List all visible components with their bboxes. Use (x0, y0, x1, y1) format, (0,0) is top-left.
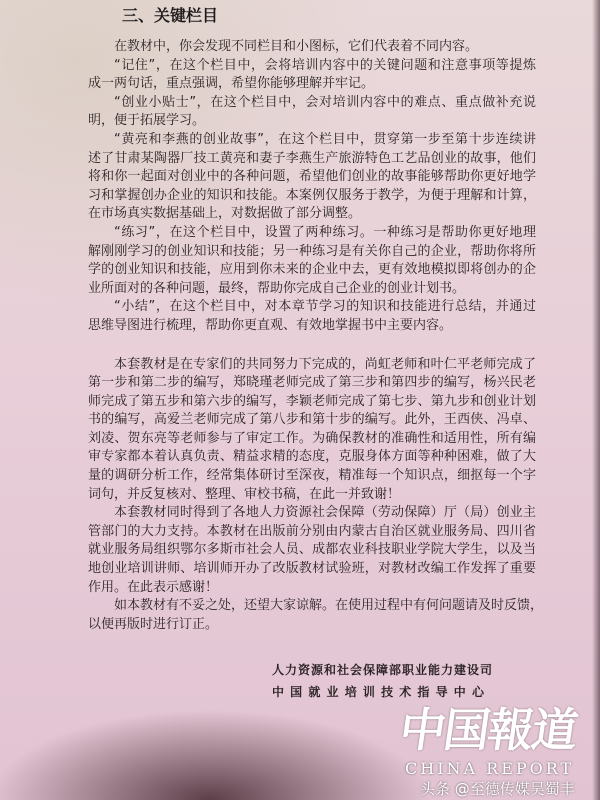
text-line: 书的编写，高爱兰老师完成了第八步和第十步的编写。此外，王西侠、冯卓、 (88, 412, 536, 428)
paragraph (88, 504, 536, 597)
text-line: 第一步和第二步的编写，郑晓瑾老师完成了第三步和第四步的编写，杨兴民老 (88, 375, 536, 391)
text-line: 解刚刚学习的创业知识和技能；另一种练习是有关你自己的企业，帮助你将所 (88, 243, 536, 259)
paragraph (88, 57, 536, 94)
text-line: 以便再版时进行订正。 (88, 616, 219, 632)
text-line: 作用。在此表示感谢！ (88, 579, 219, 595)
text-line: “创业小贴士”，在这个栏目中，会对培训内容中的难点、重点做补充说 (114, 94, 536, 110)
signature-line-1: 人力资源和社会保障部职业能力建设司 (272, 663, 494, 677)
text-line: 地创业培训讲师、培训师开办了改版教材试验班，对教材改编工作发挥了重要 (88, 561, 536, 577)
paragraph (88, 94, 536, 131)
text-line: 将和你一起面对创业中的各种问题，希望他们创业的故事能够帮助你更好地学 (88, 169, 536, 185)
text-line: 量的调研分析工作，经常集体研讨至深夜，精准每一个知识点，细抠每一个字 (88, 468, 536, 484)
source-credit: 头条 @至德传媒吴蜀丰 (420, 780, 575, 798)
text-line: 学的创业知识和技能，应用到你未来的企业中去，更有效地模拟即将创办的企 (88, 262, 536, 278)
paragraph (88, 597, 544, 634)
section-heading: 三、关键栏目 (122, 6, 219, 25)
text-line: 就业服务局组织鄂尔多斯市社会人员、成都农业科技职业学院大学生，以及当 (88, 542, 536, 558)
paragraph-gap (88, 336, 536, 356)
watermark-logo-en: CHINA REPORT (405, 759, 575, 778)
watermark-logo: 中国報道 (396, 703, 580, 757)
text-line: 师完成了第五步和第六步的编写，李颖老师完成了第七步、第九步和创业计划 (88, 393, 536, 409)
text-line: 述了甘肃某陶器厂技工黄亮和妻子李燕生产旅游特色工艺品创业的故事，他们 (88, 150, 536, 166)
paragraph (88, 224, 536, 298)
text-line: 在教材中，你会发现不同栏目和小图标，它们代表着不同内容。 (114, 39, 479, 54)
text-line: 如本教材有不妥之处，还望大家谅解。在使用过程中有何问题请及时反馈， (114, 598, 544, 614)
text-line: 在市场真实数据基础上，对数据做了部分调整。 (88, 206, 362, 222)
text-line: “练习”，在这个栏目中，设置了两种练习。一种练习是帮助你更好地理 (114, 224, 536, 240)
text-line: 习和掌握创办企业的知识和技能。本案例仅服务于教学，为便于理解和计算， (88, 187, 536, 203)
text-line: 明，便于拓展学习。 (88, 113, 206, 129)
paragraph (88, 38, 536, 57)
document-body (88, 38, 544, 634)
text-line: 思维导图进行梳理，帮助你更直观、有效地掌握书中主要内容。 (88, 317, 453, 333)
text-line: 刘凌、贺东亮等老师参与了审定工作。为确保教材的准确性和适用性，所有编 (88, 430, 536, 446)
text-line: “小结”，在这个栏目中，对本章节学习的知识和技能进行总结，并通过 (114, 299, 536, 315)
text-line: 审专家都本着认真负责、精益求精的态度，克服身体方面等种种困难，做了大 (88, 449, 536, 465)
text-line: 业所面对的各种问题，最终，帮助你完成自己企业的创业计划书。 (88, 280, 466, 296)
paragraph (88, 298, 536, 335)
signature-line-2: 中 国 就 业 培 训 技 术 指 导 中 心 (272, 685, 485, 699)
text-line: 管部门的大力支持。本教材在出版前分别由内蒙古自治区就业服务局、四川省 (88, 523, 536, 539)
text-line: “黄亮和李燕的创业故事”，在这个栏目中，贯穿第一步至第十步连续讲 (114, 131, 536, 147)
text-line: 成一两句话，重点强调，希望你能够理解并牢记。 (88, 76, 375, 92)
text-line: 词句，并反复核对、整理、审校书稿，在此一并致谢！ (88, 486, 401, 502)
paragraph (88, 131, 536, 224)
page-edge-shadow (592, 0, 600, 800)
paragraph (88, 356, 536, 505)
text-line: “记住”，在这个栏目中，会将培训内容中的关键问题和注意事项等提炼 (114, 57, 536, 73)
text-line: 本套教材同时得到了各地人力资源社会保障（劳动保障）厅（局）创业主 (114, 505, 536, 521)
text-line: 本套教材是在专家们的共同努力下完成的，尚虹老师和叶仁平老师完成了 (114, 356, 536, 372)
